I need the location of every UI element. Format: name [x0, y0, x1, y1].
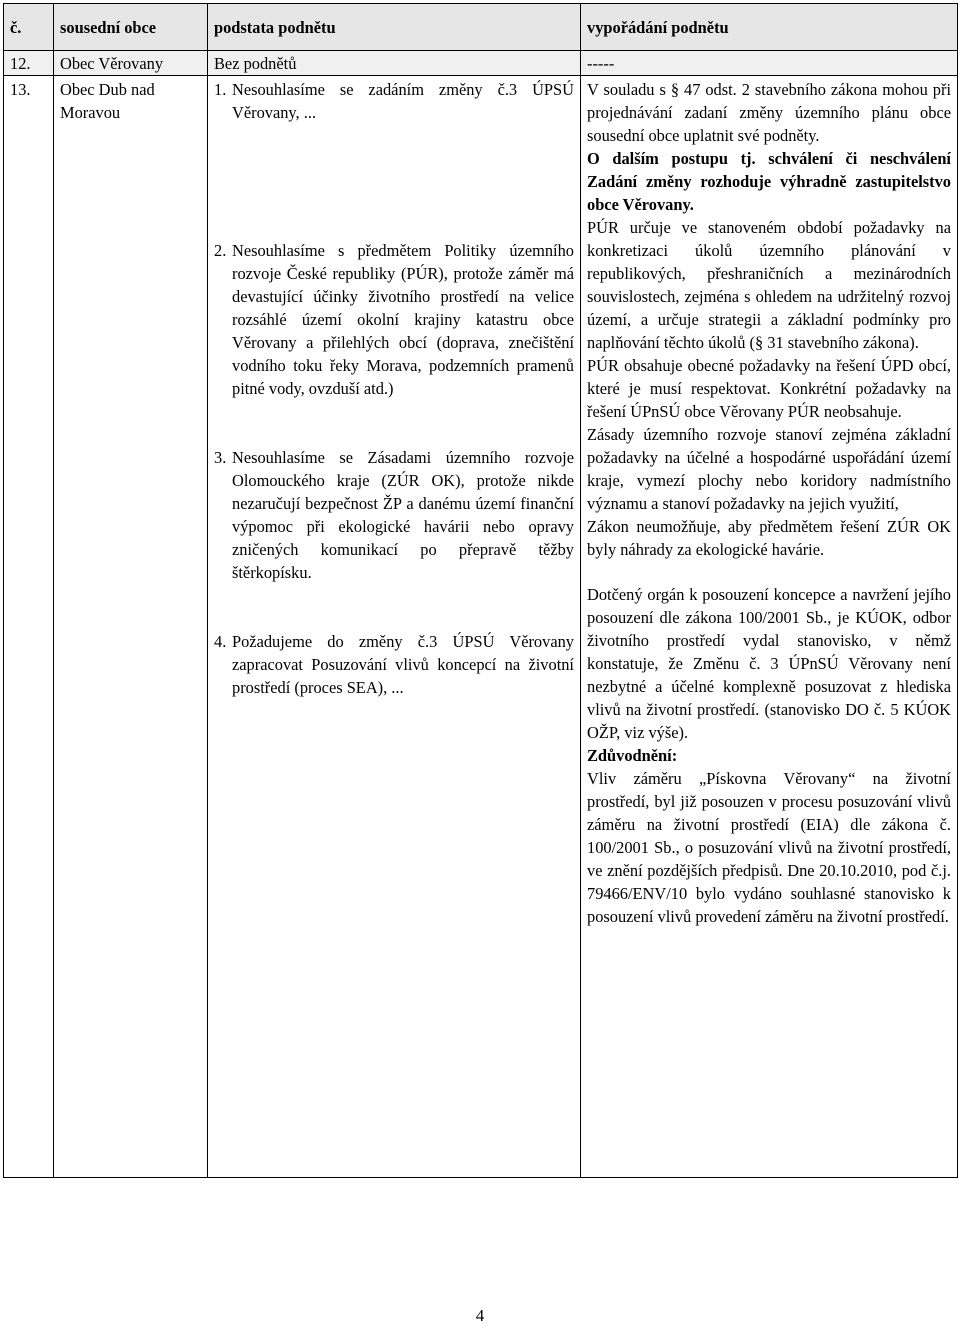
row-vyporadani	[581, 76, 958, 1178]
podnet-number: 4.	[214, 632, 227, 651]
podnet-number: 3.	[214, 448, 227, 467]
podnet-item	[214, 446, 574, 584]
row-number: 12.	[4, 51, 54, 76]
vyporadani-text: Vliv záměru „Pískovna Věrovany“ na životní prostředí, byl již posouzen v procesu posuzování vlivů záměru na životní prostředí (EIA) dle zákona č. 100/2001 Sb., o posuzování vlivů na životní prostředí, ve znění pozdějších předpisů. Dne 20.10.2010, pod č.j. 79466/ENV/10 bylo vydáno souhlasné stanovisko k posouzení vlivů provedení záměru na životní prostředí.	[587, 769, 951, 926]
zduvodneni-heading: Zdůvodnění:	[587, 746, 678, 765]
row-number: 13.	[4, 76, 54, 1178]
podnet-item	[214, 630, 574, 699]
vyporadani-text: Zásady územního rozvoje stanoví zejména základní požadavky na účelné a hospodárné uspořádání území kraje, vymezí plochy nebo koridory nadmístního významu a stanoví požadavky na jejich využití,	[587, 425, 951, 513]
podnety-table	[3, 3, 958, 1178]
podnet-text: Požadujeme do změny č.3 ÚPSÚ Věrovany zapracovat Posuzování vlivů koncepcí na životní prostředí (proces SEA), ...	[232, 632, 574, 697]
podnet-number: 2.	[214, 241, 227, 260]
header-cislo: č.	[4, 4, 54, 51]
header-podstata-podnetu: podstata podnětu	[208, 4, 581, 51]
row-obec: Obec Dub nad Moravou	[54, 76, 208, 1178]
row-podnety	[208, 76, 581, 1178]
table-row	[4, 51, 958, 76]
row-vyporadani: -----	[581, 51, 958, 76]
row-podnet: Bez podnětů	[208, 51, 581, 76]
podnet-text: Nesouhlasíme se zadáním změny č.3 ÚPSÚ Věrovany, ...	[232, 80, 574, 122]
table-header-row	[4, 4, 958, 51]
vyporadani-text: Dotčený orgán k posouzení koncepce a navržení jejího posouzení dle zákona 100/2001 Sb., je KÚOK, odbor životního prostředí vydal stanovisko, v němž konstatuje, že Změnu č. 3 ÚPnSÚ Věrovany není nezbytné a účelné komplexně posuzovat z hlediska vlivů na životní prostředí. (stanovisko DO č. 5 KÚOK OŽP, viz výše).	[587, 585, 951, 742]
podnet-number: 1.	[214, 80, 227, 99]
header-vyporadani-podnetu: vypořádání podnětu	[581, 4, 958, 51]
podnet-text: Nesouhlasíme s předmětem Politiky územního rozvoje České republiky (PÚR), protože záměr má devastující účinky životního prostředí na velice rozsáhlé území okolní krajiny katastru obce Věrovany a přilehlých obcí (doprava, znečištění vodního toku řeky Morava, podzemních pramenů pitné vody, ovzduší atd.)	[232, 241, 574, 398]
table-row	[4, 76, 958, 1178]
vyporadani-text: PÚR určuje ve stanoveném období požadavky na konkretizaci úkolů územního plánování v republikových, přeshraničních a mezinárodních souvislostech, zejména s ohledem na udržitelný rozvoj území, a určuje strategii a základní podmínky pro naplňování těchto úkolů (§ 31 stavebního zákona).	[587, 218, 951, 352]
podnet-item	[214, 239, 574, 400]
vyporadani-text: V souladu s § 47 odst. 2 stavebního zákona mohou při projednávání zadaní změny územního plánu obce sousední obce uplatnit své podněty.	[587, 80, 951, 145]
header-sousedni-obce: sousední obce	[54, 4, 208, 51]
vyporadani-bold-text: O dalším postupu tj. schválení či neschválení Zadání změny rozhoduje výhradně zastupitelstvo obce Věrovany.	[587, 149, 951, 214]
page-number: 4	[475, 1306, 485, 1325]
row-obec: Obec Věrovany	[54, 51, 208, 76]
podnet-item	[214, 78, 574, 124]
vyporadani-text: Zákon neumožňuje, aby předmětem řešení ZÚR OK byly náhrady za ekologické havárie.	[587, 517, 951, 559]
podnet-text: Nesouhlasíme se Zásadami územního rozvoje Olomouckého kraje (ZÚR OK), protože nikde nezaručují bezpečnost ŽP a danému území finanční výpomoc při ekologické havárii nebo opravy zničených komunikací po přepravě těžby štěrkopísku.	[232, 448, 574, 582]
vyporadani-text: PÚR obsahuje obecné požadavky na řešení ÚPD obcí, které je musí respektovat. Konkrétní požadavky na řešení ÚPnSÚ obce Věrovany PÚR neobsahuje.	[587, 356, 951, 421]
